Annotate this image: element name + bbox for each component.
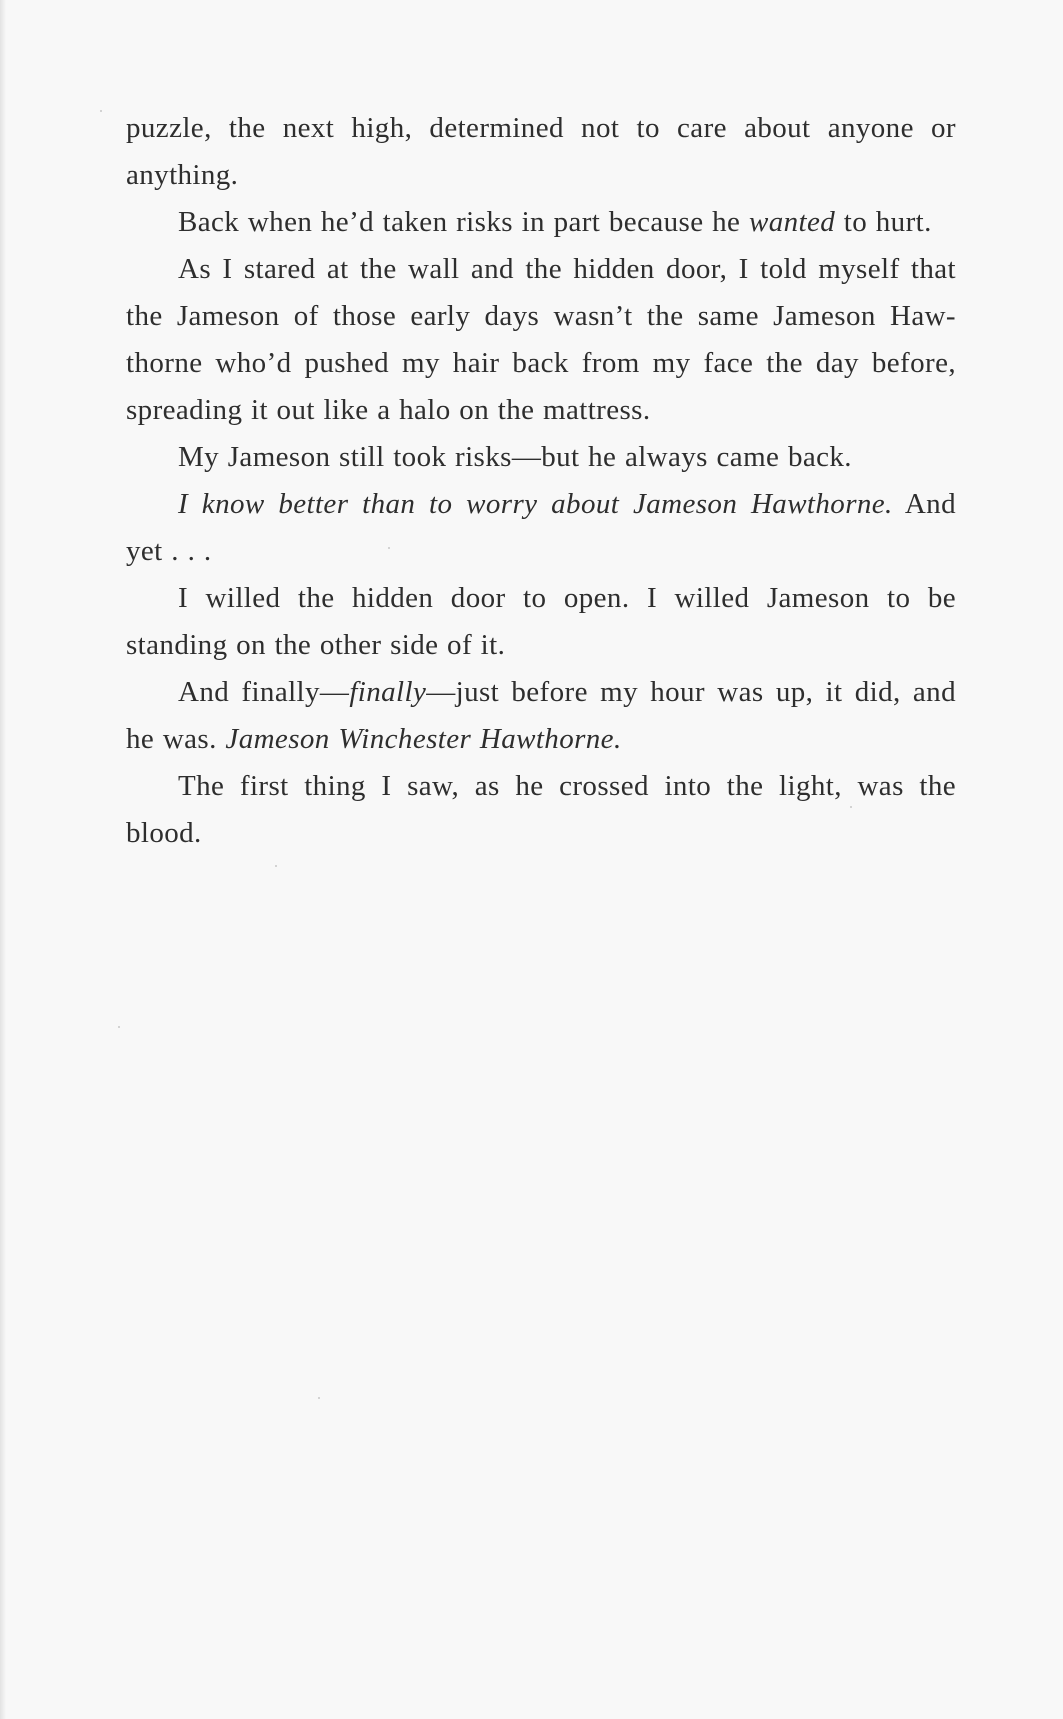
text-line — [126, 105, 956, 152]
text-line — [126, 669, 956, 716]
text-run: And — [892, 488, 956, 520]
text-run: puzzle, the next high, determined not to care about anyone or — [126, 112, 956, 144]
text-line — [126, 763, 956, 810]
text-run: The first thing I saw, as he crossed into the light, was the — [178, 770, 956, 802]
scan-speck — [100, 110, 102, 112]
text-line — [126, 481, 956, 528]
text-line — [126, 152, 956, 199]
italic-text-run: wanted — [748, 206, 836, 238]
text-line — [126, 293, 956, 340]
text-run: the Jameson of those early days wasn’t the same Jameson Haw- — [126, 300, 956, 332]
text-run: Back when he’d taken risks in part because he — [178, 206, 749, 238]
text-run: —just before my hour was up, it did, and — [426, 676, 956, 708]
italic-text-run: Jameson Winchester Hawthorne. — [225, 723, 622, 755]
text-line — [126, 246, 956, 293]
text-line — [126, 528, 956, 575]
italic-text-run: finally — [349, 676, 427, 708]
text-run: yet . . . — [126, 535, 212, 567]
text-run: to hurt. — [835, 206, 932, 238]
text-run: I willed the hidden door to open. I willed Jameson to be — [178, 582, 956, 614]
text-line — [126, 340, 956, 387]
scan-speck — [118, 1026, 120, 1028]
text-line — [126, 810, 956, 857]
text-run: standing on the other side of it. — [126, 629, 506, 661]
text-line — [126, 387, 956, 434]
text-run: he was. — [126, 723, 226, 755]
italic-text-run: I know better than to worry about Jameson Hawthorne. — [178, 488, 893, 520]
text-line — [126, 622, 956, 669]
text-run: spreading it out like a halo on the mattress. — [126, 394, 651, 426]
scan-speck — [318, 1397, 320, 1399]
body-text — [126, 105, 956, 857]
text-run: thorne who’d pushed my hair back from my face the day before, — [126, 347, 956, 379]
text-line — [126, 434, 956, 481]
text-line — [126, 716, 956, 763]
text-line — [126, 575, 956, 622]
text-run: As I stared at the wall and the hidden door, I told myself that — [178, 253, 956, 285]
text-run: And finally— — [178, 676, 350, 708]
text-line — [126, 199, 956, 246]
text-run: My Jameson still took risks—but he always came back. — [178, 441, 852, 473]
text-run: blood. — [126, 817, 202, 849]
scan-speck — [275, 865, 277, 867]
text-run: anything. — [126, 159, 239, 191]
